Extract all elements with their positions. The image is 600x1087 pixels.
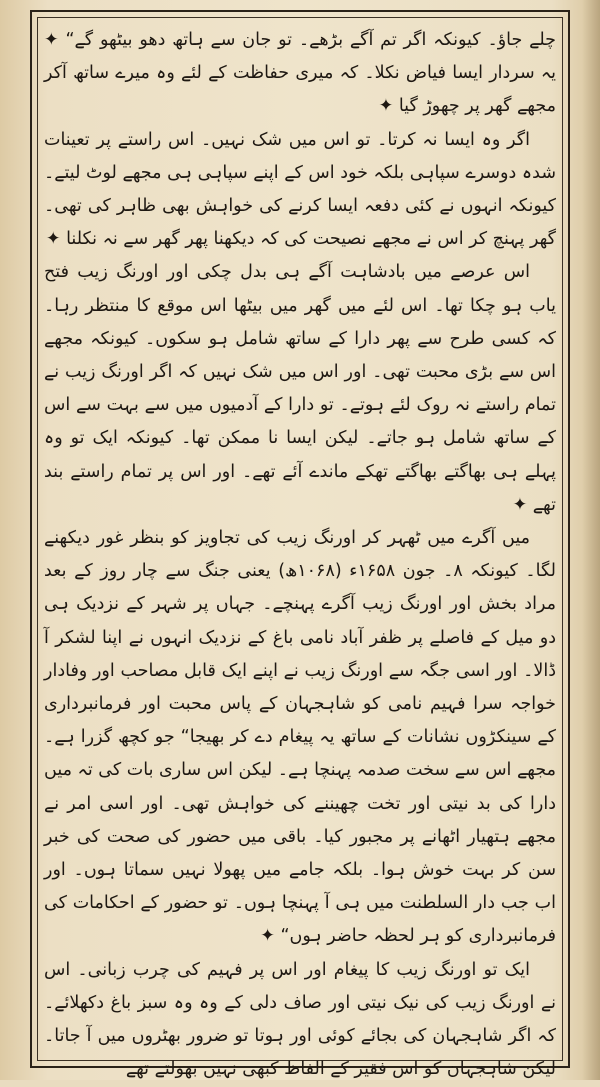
paragraph-4: میں آگرے میں ٹھہر کر اورنگ زیب کی تجاویز کو بنظر غور دیکھنے لگا۔ کیونکہ ۸۔ جون ۱۶۵۸ء (۱۰۶۸ھ) یعنی جنگ سے چار روز کے بعد مراد بخش اور اورنگ زیب آگرے پہنچے۔ جہاں پر شہر کے نزدیک ہی دو میل کے فاصلے پر ظفر آباد نامی باغ کے نزدیک انہوں نے اپنا لشکر آ ڈالا۔ اور اسی جگہ سے اورنگ زیب نے اپنے ایک قابل مصاحب اور وفادار خواجہ سرا فہیم نامی کو شاہجہان کے پاس محبت اور فرمانبرداری کے سینکڑوں نشانات کے ساتھ یہ پیغام دے کر بھیجا“ جو کچھ گزرا ہے۔ مجھے اس سے سخت صدمہ پہنچا ہے۔ لیکن اس ساری بات کی تہ میں دارا کی بد نیتی اور تخت چھیننے کی خواہش تھی۔ اور اسی امر نے مجھے ہتھیار اٹھانے پر مجبور کیا۔ باقی میں حضور کی صحت کی خبر سن کر بہت خوش ہوا۔ بلکہ جامے میں پھولا نہیں سماتا ہوں۔ اور اب جب دار السلطنت میں ہی آ پہنچا ہوں۔ تو حضور کے احکامات کی فرمانبرداری کو ہر لحظہ حاضر ہوں“ ✦	[44, 528, 557, 947]
paragraph-5: ایک تو اورنگ زیب کا پیغام اور اس پر فہیم کی چرب زبانی۔ اس نے اورنگ زیب کی نیک نیتی اور صاف دلی کے وہ وہ سبز باغ دکھلائے۔ کہ اگر شاہجہان کی بجائے کوئی اور ہوتا تو ضرور بھٹروں میں آ جاتا۔ لیکن شاہجہان کو اس فقیر کے الفاظ کبھی نہیں بھولتے تھے	[44, 959, 556, 1080]
page-edge-shadow	[582, 0, 600, 1080]
paragraph-3: اس عرصے میں بادشاہت آگے ہی بدل چکی اور اورنگ زیب فتح یاب ہو چکا تھا۔ اس لئے میں گھر میں بیٹھا اس موقع کا منتظر رہا۔ کہ کسی طرح سے پھر دارا کے ساتھ شامل ہو سکوں۔ کیونکہ مجھے اس سے بڑی محبت تھی۔ اور اس میں شک نہیں کہ اگر اورنگ زیب نے تمام راستے نہ روک لئے ہوتے۔ تو دارا کے آدمیوں میں سے بہت سے اس کے ساتھ شامل ہو جاتے۔ لیکن ایسا نا ممکن تھا۔ کیونکہ ایک تو وہ پہلے ہی بھاگتے بھاگتے تھکے ماندے آئے تھے۔ اور اس پر تمام راستے بند تھے ✦	[44, 262, 556, 515]
paragraph-2: اگر وہ ایسا نہ کرتا۔ تو اس میں شک نہیں۔ اس راستے پر تعینات شدہ دوسرے سپاہی بلکہ خود اس کے اپنے سپاہی ہی مجھے لوٹ لیتے۔ کیونکہ انہوں نے کئی دفعہ ایسا کرنے کی خواہش بھی ظاہر کی تھی۔ گھر پہنچ کر اس نے مجھے نصیحت کی کہ دیکھنا پھر گھر سے نہ نکلنا ✦	[44, 129, 556, 250]
urdu-text-body	[44, 24, 557, 1080]
paragraph-1: چلے جاؤ۔ کیونکہ اگر تم آگے بڑھے۔ تو جان سے ہاتھ دھو بیٹھو گے“ ✦ یہ سردار ایسا فیاض نکلا۔ کہ میری حفاظت کے لئے وہ میرے ساتھ آکر مجھے گھر پر چھوڑ گیا ✦	[44, 30, 556, 117]
